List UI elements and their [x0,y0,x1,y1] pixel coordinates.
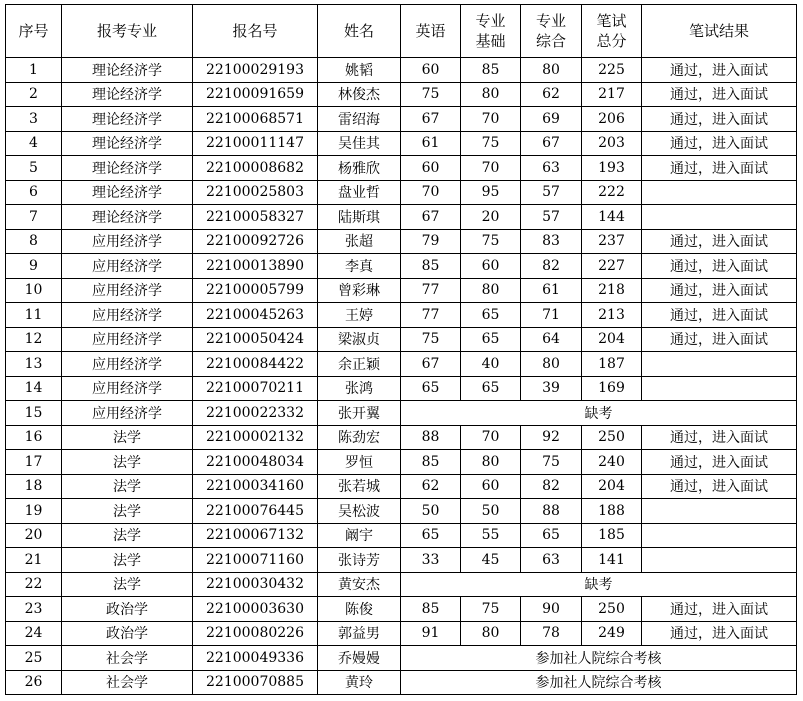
cell-english: 85 [401,254,461,279]
cell-comprehensive: 75 [521,450,582,475]
cell-comprehensive: 71 [521,303,582,328]
cell-seq: 22 [6,572,62,597]
cell-basic: 45 [461,548,521,573]
table-row [6,327,797,352]
cell-major: 理论经济学 [62,107,193,132]
cell-comprehensive: 39 [521,376,582,401]
cell-total: 185 [582,523,642,548]
table-row [6,278,797,303]
cell-name: 张鸿 [318,376,401,401]
cell-result: 通过，进入面试 [642,278,797,303]
cell-reg-no: 22100070211 [193,376,318,401]
cell-reg-no: 22100048034 [193,450,318,475]
cell-name: 林俊杰 [318,82,401,107]
cell-major: 法学 [62,523,193,548]
cell-basic: 70 [461,425,521,450]
cell-name: 陈劲宏 [318,425,401,450]
cell-basic: 50 [461,499,521,524]
cell-basic: 55 [461,523,521,548]
cell-reg-no: 22100068571 [193,107,318,132]
header-result: 笔试结果 [642,5,797,58]
cell-result: 通过，进入面试 [642,107,797,132]
cell-comprehensive: 88 [521,499,582,524]
cell-result [642,180,797,205]
cell-major: 理论经济学 [62,82,193,107]
cell-comprehensive: 61 [521,278,582,303]
table-row [6,670,797,695]
cell-name: 王婷 [318,303,401,328]
cell-seq: 17 [6,450,62,475]
cell-basic: 40 [461,352,521,377]
header-english: 英语 [401,5,461,58]
table-row [6,156,797,181]
cell-english: 67 [401,205,461,230]
cell-total: 222 [582,180,642,205]
cell-major: 政治学 [62,597,193,622]
cell-total: 213 [582,303,642,328]
cell-result: 通过，进入面试 [642,450,797,475]
header-total [582,5,642,58]
cell-total: 141 [582,548,642,573]
cell-basic: 95 [461,180,521,205]
cell-result: 通过，进入面试 [642,621,797,646]
cell-comprehensive: 92 [521,425,582,450]
cell-comprehensive: 62 [521,82,582,107]
cell-basic: 80 [461,82,521,107]
cell-english: 65 [401,376,461,401]
cell-reg-no: 22100034160 [193,474,318,499]
cell-reg-no: 22100092726 [193,229,318,254]
cell-major: 理论经济学 [62,180,193,205]
cell-english: 85 [401,597,461,622]
table-row [6,474,797,499]
cell-name: 张若城 [318,474,401,499]
cell-name: 曾彩琳 [318,278,401,303]
cell-result: 通过，进入面试 [642,425,797,450]
table-row [6,450,797,475]
table-row [6,131,797,156]
cell-basic: 65 [461,376,521,401]
cell-result [642,548,797,573]
header-name: 姓名 [318,5,401,58]
cell-english: 50 [401,499,461,524]
results-table [5,4,797,695]
cell-total: 240 [582,450,642,475]
table-row [6,523,797,548]
cell-major: 法学 [62,425,193,450]
cell-total: 206 [582,107,642,132]
cell-comprehensive: 82 [521,474,582,499]
header-comprehensive [521,5,582,58]
cell-total: 249 [582,621,642,646]
cell-total: 218 [582,278,642,303]
cell-major: 应用经济学 [62,352,193,377]
cell-name: 阚宇 [318,523,401,548]
cell-name: 张超 [318,229,401,254]
cell-major: 法学 [62,499,193,524]
table-row [6,548,797,573]
cell-name: 雷绍海 [318,107,401,132]
cell-basic: 80 [461,621,521,646]
cell-seq: 25 [6,646,62,671]
cell-total: 217 [582,82,642,107]
table-row [6,303,797,328]
cell-seq: 23 [6,597,62,622]
cell-major: 法学 [62,572,193,597]
header-seq: 序号 [6,5,62,58]
cell-reg-no: 22100070885 [193,670,318,695]
cell-reg-no: 22100008682 [193,156,318,181]
cell-result: 通过，进入面试 [642,303,797,328]
cell-seq: 18 [6,474,62,499]
table-row [6,376,797,401]
cell-total: 237 [582,229,642,254]
cell-name: 姚韬 [318,58,401,83]
cell-name: 张诗芳 [318,548,401,573]
header-reg-no: 报名号 [193,5,318,58]
cell-total: 204 [582,327,642,352]
cell-comprehensive: 63 [521,156,582,181]
cell-english: 91 [401,621,461,646]
cell-english: 62 [401,474,461,499]
cell-result: 通过，进入面试 [642,58,797,83]
cell-english: 79 [401,229,461,254]
cell-reg-no: 22100076445 [193,499,318,524]
table-row [6,401,797,426]
cell-english: 60 [401,58,461,83]
cell-result: 通过，进入面试 [642,327,797,352]
cell-english: 75 [401,327,461,352]
table-row [6,58,797,83]
cell-seq: 13 [6,352,62,377]
cell-major: 应用经济学 [62,278,193,303]
cell-result: 通过，进入面试 [642,597,797,622]
table-row [6,229,797,254]
cell-seq: 24 [6,621,62,646]
cell-result [642,523,797,548]
cell-basic: 80 [461,450,521,475]
cell-reg-no: 22100025803 [193,180,318,205]
table-row [6,425,797,450]
cell-seq: 21 [6,548,62,573]
header-basic [461,5,521,58]
cell-total: 250 [582,425,642,450]
table-row [6,646,797,671]
cell-major: 政治学 [62,621,193,646]
cell-seq: 3 [6,107,62,132]
cell-note: 参加社人院综合考核 [401,646,797,671]
cell-seq: 26 [6,670,62,695]
cell-note: 缺考 [401,572,797,597]
cell-english: 33 [401,548,461,573]
cell-reg-no: 22100030432 [193,572,318,597]
cell-reg-no: 22100049336 [193,646,318,671]
cell-basic: 60 [461,254,521,279]
cell-basic: 75 [461,131,521,156]
cell-result: 通过，进入面试 [642,131,797,156]
cell-seq: 10 [6,278,62,303]
cell-basic: 60 [461,474,521,499]
cell-total: 250 [582,597,642,622]
cell-comprehensive: 63 [521,548,582,573]
cell-major: 应用经济学 [62,327,193,352]
cell-comprehensive: 57 [521,180,582,205]
cell-major: 应用经济学 [62,376,193,401]
cell-english: 77 [401,303,461,328]
cell-name: 黄玲 [318,670,401,695]
cell-english: 85 [401,450,461,475]
cell-comprehensive: 90 [521,597,582,622]
cell-basic: 20 [461,205,521,230]
cell-reg-no: 22100045263 [193,303,318,328]
cell-english: 67 [401,352,461,377]
cell-comprehensive: 80 [521,352,582,377]
cell-seq: 12 [6,327,62,352]
cell-total: 203 [582,131,642,156]
cell-english: 60 [401,156,461,181]
cell-reg-no: 22100005799 [193,278,318,303]
cell-seq: 9 [6,254,62,279]
cell-result: 通过，进入面试 [642,229,797,254]
cell-english: 67 [401,107,461,132]
cell-major: 社会学 [62,670,193,695]
cell-reg-no: 22100050424 [193,327,318,352]
cell-comprehensive: 82 [521,254,582,279]
cell-total: 204 [582,474,642,499]
cell-seq: 7 [6,205,62,230]
cell-seq: 8 [6,229,62,254]
table-header [6,5,797,58]
cell-comprehensive: 67 [521,131,582,156]
cell-english: 75 [401,82,461,107]
cell-english: 77 [401,278,461,303]
cell-english: 88 [401,425,461,450]
cell-comprehensive: 69 [521,107,582,132]
cell-basic: 65 [461,327,521,352]
cell-total: 225 [582,58,642,83]
header-comprehensive-line1: 专业 [535,12,566,30]
cell-name: 陈俊 [318,597,401,622]
cell-seq: 5 [6,156,62,181]
cell-comprehensive: 83 [521,229,582,254]
cell-reg-no: 22100011147 [193,131,318,156]
cell-reg-no: 22100002132 [193,425,318,450]
cell-seq: 16 [6,425,62,450]
cell-comprehensive: 65 [521,523,582,548]
cell-name: 乔嫚嫚 [318,646,401,671]
cell-major: 应用经济学 [62,229,193,254]
cell-major: 法学 [62,450,193,475]
cell-comprehensive: 78 [521,621,582,646]
cell-comprehensive: 80 [521,58,582,83]
cell-reg-no: 22100058327 [193,205,318,230]
cell-name: 罗恒 [318,450,401,475]
cell-note: 参加社人院综合考核 [401,670,797,695]
cell-name: 陆斯琪 [318,205,401,230]
table-row [6,254,797,279]
table-row [6,597,797,622]
cell-reg-no: 22100071160 [193,548,318,573]
cell-note: 缺考 [401,401,797,426]
table-row [6,572,797,597]
header-row [6,5,797,58]
cell-reg-no: 22100084422 [193,352,318,377]
cell-result [642,352,797,377]
cell-reg-no: 22100013890 [193,254,318,279]
cell-major: 理论经济学 [62,205,193,230]
cell-basic: 65 [461,303,521,328]
cell-major: 理论经济学 [62,156,193,181]
cell-total: 227 [582,254,642,279]
header-total-line2: 总分 [596,32,627,50]
cell-seq: 15 [6,401,62,426]
cell-name: 杨雅欣 [318,156,401,181]
cell-name: 张开翼 [318,401,401,426]
header-basic-line1: 专业 [475,12,506,30]
cell-major: 法学 [62,548,193,573]
table-row [6,107,797,132]
header-comprehensive-line2: 综合 [535,32,566,50]
cell-major: 理论经济学 [62,131,193,156]
cell-seq: 20 [6,523,62,548]
header-total-line1: 笔试 [596,12,627,30]
cell-result: 通过，进入面试 [642,82,797,107]
cell-major: 应用经济学 [62,303,193,328]
cell-major: 社会学 [62,646,193,671]
cell-result: 通过，进入面试 [642,254,797,279]
cell-name: 余正颖 [318,352,401,377]
table-row [6,499,797,524]
cell-result [642,499,797,524]
header-basic-line2: 基础 [475,32,506,50]
cell-seq: 2 [6,82,62,107]
cell-major: 应用经济学 [62,401,193,426]
cell-basic: 85 [461,58,521,83]
cell-result [642,376,797,401]
cell-reg-no: 22100022332 [193,401,318,426]
cell-basic: 80 [461,278,521,303]
table-row [6,205,797,230]
table-row [6,621,797,646]
cell-comprehensive: 57 [521,205,582,230]
cell-seq: 4 [6,131,62,156]
cell-seq: 14 [6,376,62,401]
cell-major: 法学 [62,474,193,499]
cell-total: 144 [582,205,642,230]
cell-reg-no: 22100091659 [193,82,318,107]
cell-reg-no: 22100067132 [193,523,318,548]
cell-basic: 75 [461,229,521,254]
table-row [6,82,797,107]
cell-total: 188 [582,499,642,524]
cell-name: 李真 [318,254,401,279]
cell-english: 61 [401,131,461,156]
cell-reg-no: 22100003630 [193,597,318,622]
cell-reg-no: 22100029193 [193,58,318,83]
cell-name: 盘业哲 [318,180,401,205]
header-major: 报考专业 [62,5,193,58]
cell-seq: 6 [6,180,62,205]
table-row [6,180,797,205]
cell-seq: 19 [6,499,62,524]
cell-result: 通过，进入面试 [642,156,797,181]
cell-name: 吴佳其 [318,131,401,156]
cell-total: 187 [582,352,642,377]
cell-name: 梁淑贞 [318,327,401,352]
cell-basic: 70 [461,107,521,132]
cell-name: 郭益男 [318,621,401,646]
cell-major: 应用经济学 [62,254,193,279]
cell-total: 193 [582,156,642,181]
cell-major: 理论经济学 [62,58,193,83]
cell-reg-no: 22100080226 [193,621,318,646]
cell-result [642,205,797,230]
cell-english: 70 [401,180,461,205]
cell-basic: 75 [461,597,521,622]
cell-basic: 70 [461,156,521,181]
table-body [6,58,797,695]
cell-name: 吴松波 [318,499,401,524]
cell-seq: 1 [6,58,62,83]
cell-total: 169 [582,376,642,401]
cell-seq: 11 [6,303,62,328]
cell-result: 通过，进入面试 [642,474,797,499]
cell-name: 黄安杰 [318,572,401,597]
table-row [6,352,797,377]
cell-comprehensive: 64 [521,327,582,352]
cell-english: 65 [401,523,461,548]
